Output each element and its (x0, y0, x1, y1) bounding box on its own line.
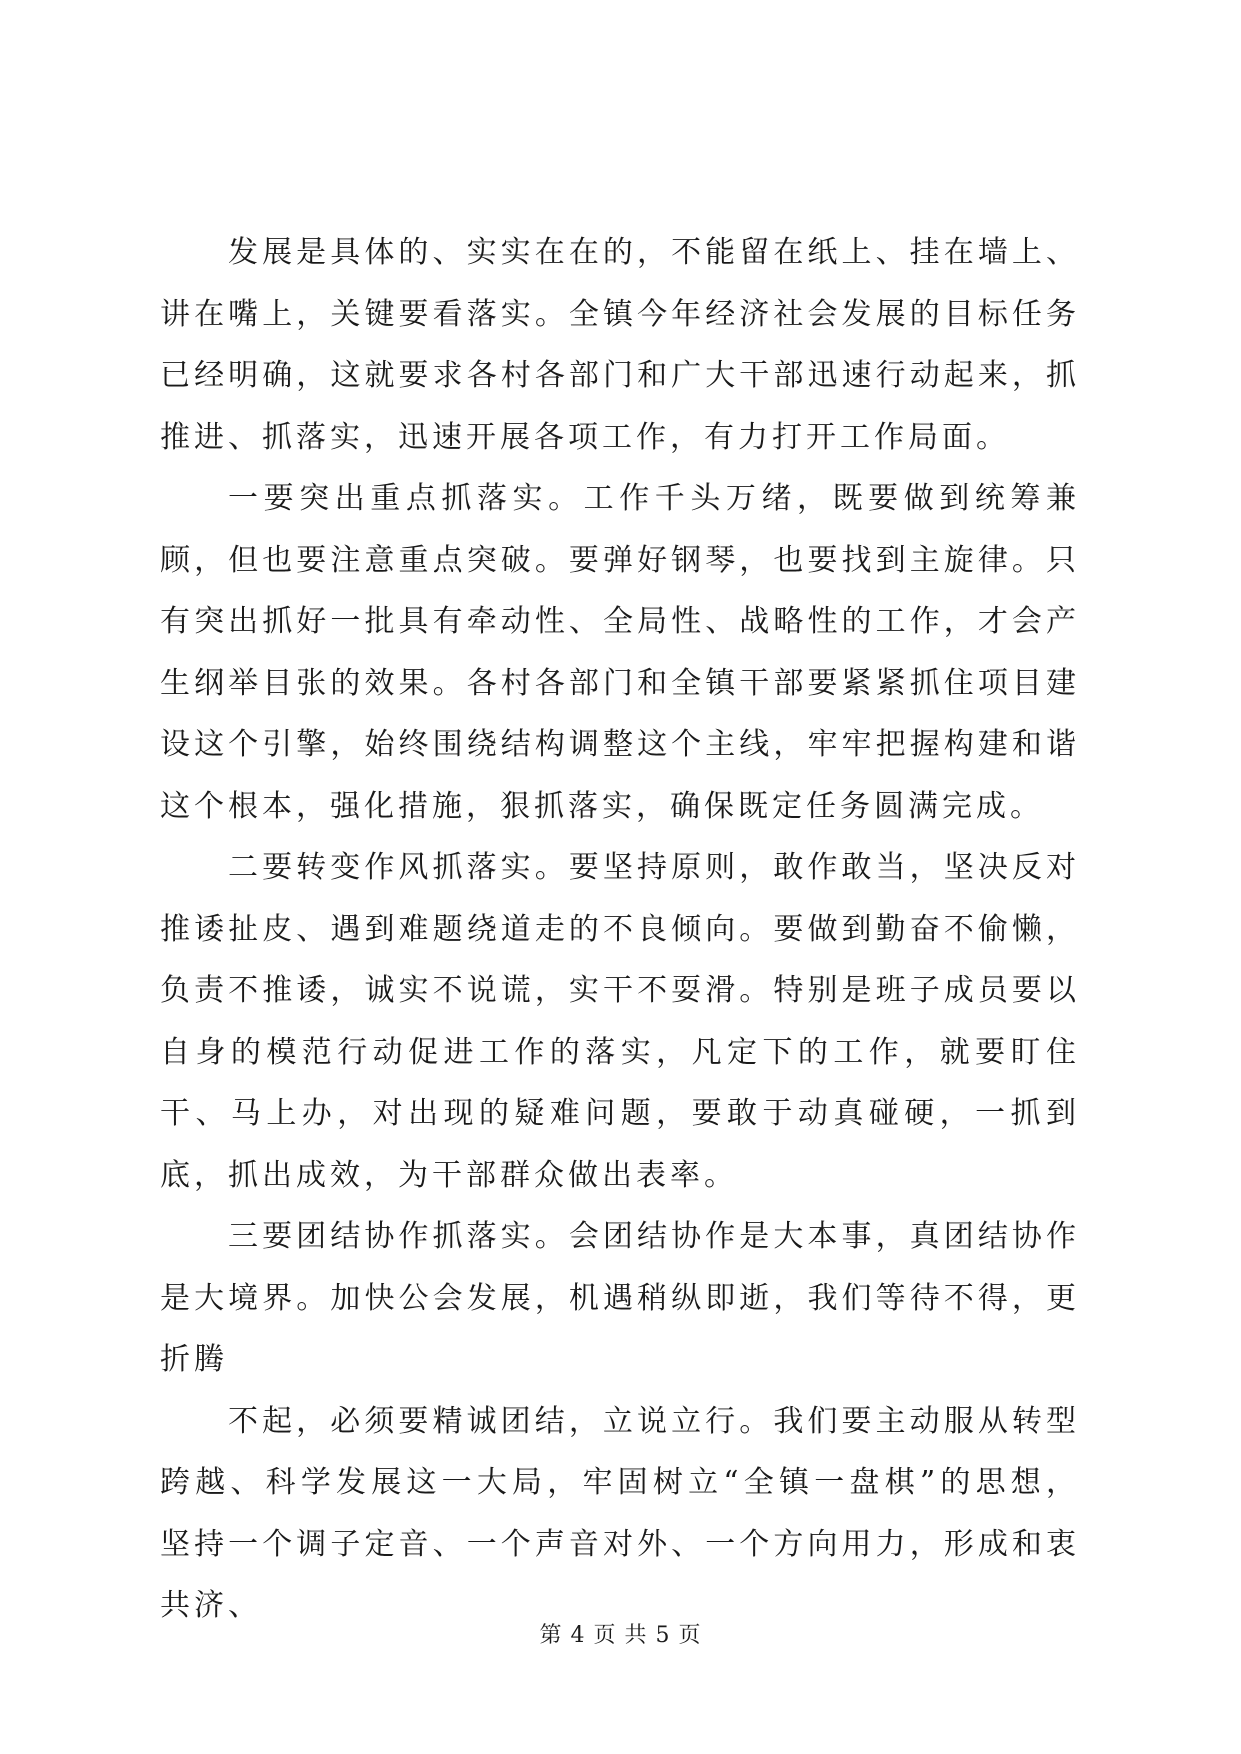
paragraph-3: 二要转变作风抓落实。要坚持原则，敢作敢当，坚决反对推诿扯皮、遇到难题绕道走的不良倾向。要做到勤奋不偷懒，负责不推诿，诚实不说谎，实干不耍滑。特别是班子成员要以自身的模范行动促进工作的落实，凡定下的工作，就要盯住干、马上办，对出现的疑难问题，要敢于动真碰硬，一抓到底，抓出成效，为干部群众做出表率。 (160, 850, 1080, 1193)
paragraph-5: 不起，必须要精诚团结，立说立行。我们要主动服从转型跨越、科学发展这一大局，牢固树立“全镇一盘棋”的思想，坚持一个调子定音、一个声音对外、一个方向用力，形成和衷共济、 (160, 1403, 1080, 1623)
paragraph-2: 一要突出重点抓落实。工作千头万绪，既要做到统筹兼顾，但也要注意重点突破。要弹好钢琴，也要找到主旋律。只有突出抓好一批具有牵动性、全局性、战略性的工作，才会产生纲举目张的效果。各村各部门和全镇干部要紧紧抓住项目建设这个引擎，始终围绕结构调整这个主线，牢牢把握构建和谐这个根本，强化措施，狠抓落实，确保既定任务圆满完成。 (160, 481, 1080, 824)
document-body (160, 222, 1080, 1637)
paragraph-4: 三要团结协作抓落实。会团结协作是大本事，真团结协作是大境界。加快公会发展，机遇稍纵即逝，我们等待不得，更折腾 (160, 1219, 1080, 1377)
page-number-footer: 第 4 页 共 5 页 (539, 1623, 702, 1648)
paragraph-1: 发展是具体的、实实在在的，不能留在纸上、挂在墙上、讲在嘴上，关键要看落实。全镇今年经济社会发展的目标任务已经明确，这就要求各村各部门和广大干部迅速行动起来，抓推进、抓落实，迅速开展各项工作，有力打开工作局面。 (160, 235, 1080, 455)
